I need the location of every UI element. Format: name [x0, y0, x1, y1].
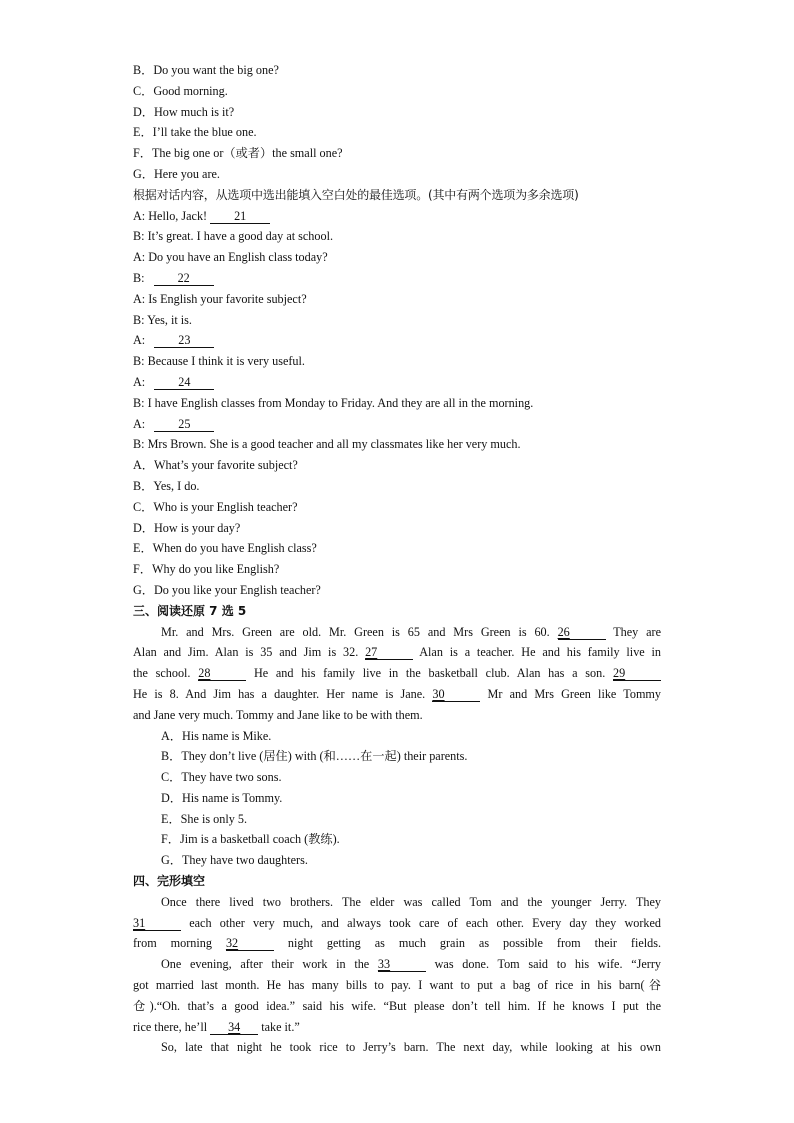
option-g: G．Here you are. — [133, 166, 220, 181]
passage-line: got married last month. He has many bills to pay. I want to put a bag of rice in his barn(谷 — [133, 978, 661, 993]
option-a: A．His name is Mike. — [161, 728, 272, 743]
dialog-line: B: Yes, it is. — [133, 312, 192, 327]
passage-line: 31 each other very much, and always took care of each other. Every day they worked — [133, 915, 661, 930]
dialog-line: A: 23 — [133, 330, 661, 351]
section-4-passage — [133, 892, 661, 1058]
dialog-instruction: 根据对话内容，从选项中选出能填入空白处的最佳选项。(其中有两个选项为多余选项) — [133, 187, 579, 202]
blank-29[interactable]: 29 — [613, 666, 661, 681]
section-3-passage — [133, 622, 661, 726]
blank-26[interactable]: 26 — [558, 625, 606, 640]
passage-line: the school. 28 He and his family live in the basketball club. Alan has a son. 29 — [133, 663, 661, 684]
option-e: E．When do you have English class? — [133, 541, 317, 556]
passage-line: Mr. and Mrs. Green are old. Mr. Green is 65 and Mrs Green is 60. 26 They are — [161, 624, 661, 639]
option-g: G．They have two daughters. — [161, 853, 308, 868]
dialog-line: A: Do you have an English class today? — [133, 250, 328, 265]
blank-22[interactable]: 22 — [154, 271, 214, 286]
option-b: B．Yes, I do. — [133, 478, 200, 493]
blank-23[interactable]: 23 — [154, 333, 214, 348]
dialog-line: B: It’s great. I have a good day at school. — [133, 229, 334, 244]
passage-line: 仓).“Oh. that’s a good idea.” said his wife. “But please don’t tell him. If he knows I put the — [133, 998, 661, 1013]
option-d: D．His name is Tommy. — [161, 790, 283, 805]
option-f: F．Why do you like English? — [133, 562, 280, 577]
dialog-line: B: Because I think it is very useful. — [133, 354, 305, 369]
option-e: E．She is only 5. — [161, 811, 247, 826]
section-4-heading: 四、完形填空 — [133, 874, 206, 889]
option-f: F．Jim is a basketball coach (教练). — [161, 832, 340, 847]
blank-34[interactable]: 34 — [210, 1020, 258, 1035]
passage-line: from morning 32 night getting as much grain as possible from their fields. — [133, 936, 661, 951]
option-d: D．How is your day? — [133, 520, 241, 535]
passage-line: So, late that night he took rice to Jerry’s barn. The next day, while looking at his own — [161, 1040, 661, 1055]
passage-line: Once there lived two brothers. The elder was called Tom and the younger Jerry. They — [161, 894, 661, 909]
passage-line: He is 8. And Jim has a daughter. Her name is Jane. 30 Mr and Mrs Green like Tommy — [133, 686, 661, 701]
passage-line: rice there, he’ll 34 take it.” — [133, 1019, 300, 1034]
option-a: A．What’s your favorite subject? — [133, 458, 298, 473]
option-f: F．The big one or（或者）the small one? — [133, 146, 343, 161]
blank-30[interactable]: 30 — [432, 687, 480, 702]
passage-line: and Jane very much. Tommy and Jane like to be with them. — [133, 707, 423, 722]
dialog-line: A: Is English your favorite subject? — [133, 291, 307, 306]
dialog-line: A: Hello, Jack! 21 — [133, 206, 661, 227]
blank-25[interactable]: 25 — [154, 417, 214, 432]
options-group-3 — [133, 726, 661, 872]
blank-31[interactable]: 31 — [133, 916, 181, 931]
option-b: B．Do you want the big one? — [133, 63, 279, 77]
option-b: B．They don’t live (居住) with (和……在一起) their parents. — [161, 749, 468, 764]
option-c: C．They have two sons. — [161, 770, 282, 785]
blank-24[interactable]: 24 — [154, 375, 214, 390]
dialog-line: A: 25 — [133, 414, 661, 435]
section-3-heading: 三、阅读还原 7 选 5 — [133, 603, 247, 618]
blank-33[interactable]: 33 — [378, 957, 426, 972]
blank-27[interactable]: 27 — [365, 645, 413, 660]
option-g: G．Do you like your English teacher? — [133, 582, 321, 597]
option-c: C．Who is your English teacher? — [133, 499, 298, 514]
dialog-line: B: Mrs Brown. She is a good teacher and all my classmates like her very much. — [133, 437, 521, 452]
dialog — [133, 206, 661, 456]
dialog-line: B: I have English classes from Monday to Friday. And they are all in the morning. — [133, 395, 534, 410]
passage-line: One evening, after their work in the 33 was done. Tom said to his wife. “Jerry — [161, 957, 661, 972]
dialog-line: B: 22 — [133, 268, 661, 289]
options-group-1 — [133, 60, 661, 185]
blank-32[interactable]: 32 — [226, 936, 274, 951]
passage-line: Alan and Jim. Alan is 35 and Jim is 32. 27 Alan is a teacher. He and his family live in — [133, 645, 661, 660]
options-group-2 — [133, 455, 661, 601]
blank-28[interactable]: 28 — [198, 666, 246, 681]
blank-21[interactable]: 21 — [210, 209, 270, 224]
option-e: E．I’ll take the blue one. — [133, 125, 257, 140]
option-c: C．Good morning. — [133, 83, 228, 98]
dialog-line: A: 24 — [133, 372, 661, 393]
worksheet-page — [133, 60, 661, 1058]
option-d: D．How much is it? — [133, 104, 235, 119]
